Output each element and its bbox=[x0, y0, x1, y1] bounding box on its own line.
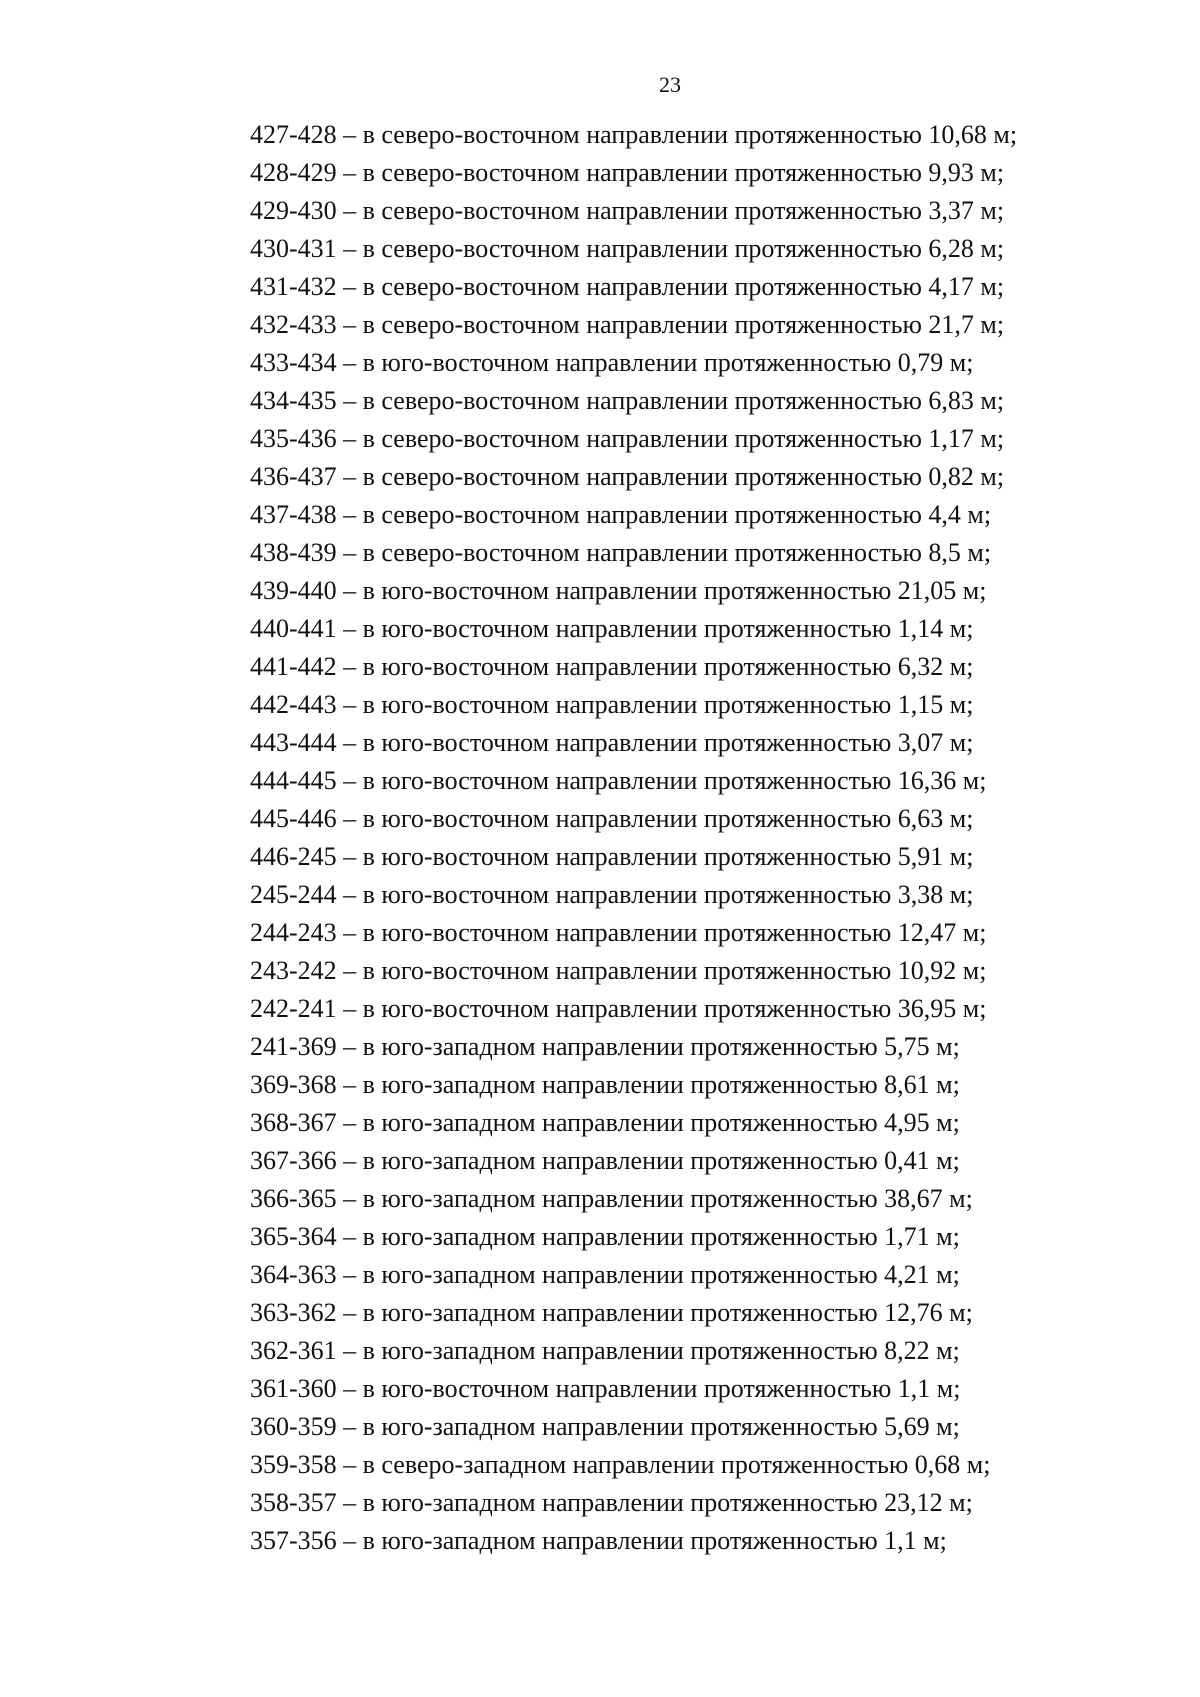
segment-line: 357-356 – в юго-западном направлении протяженностью 1,1 м; bbox=[250, 1526, 947, 1555]
segment-line: 368-367 – в юго-западном направлении протяженностью 4,95 м; bbox=[250, 1108, 960, 1137]
segment-line: 441-442 – в юго-восточном направлении протяженностью 6,32 м; bbox=[250, 652, 974, 681]
segment-line: 440-441 – в юго-восточном направлении протяженностью 1,14 м; bbox=[250, 614, 974, 643]
segment-line: 430-431 – в северо-восточном направлении протяженностью 6,28 м; bbox=[250, 234, 1005, 263]
segment-line: 362-361 – в юго-западном направлении протяженностью 8,22 м; bbox=[250, 1336, 960, 1365]
segment-line: 444-445 – в юго-восточном направлении протяженностью 16,36 м; bbox=[250, 766, 987, 795]
segment-line: 427-428 – в северо-восточном направлении протяженностью 10,68 м; bbox=[250, 120, 1018, 149]
segment-line: 438-439 – в северо-восточном направлении протяженностью 8,5 м; bbox=[250, 538, 992, 567]
segment-line: 366-365 – в юго-западном направлении протяженностью 38,67 м; bbox=[250, 1184, 973, 1213]
segment-line: 446-245 – в юго-восточном направлении протяженностью 5,91 м; bbox=[250, 842, 974, 871]
segment-line: 432-433 – в северо-восточном направлении протяженностью 21,7 м; bbox=[250, 310, 1005, 339]
segment-line: 242-241 – в юго-восточном направлении протяженностью 36,95 м; bbox=[250, 994, 987, 1023]
segment-line: 442-443 – в юго-восточном направлении протяженностью 1,15 м; bbox=[250, 690, 974, 719]
segment-line: 241-369 – в юго-западном направлении протяженностью 5,75 м; bbox=[250, 1032, 960, 1061]
segment-line: 433-434 – в юго-восточном направлении протяженностью 0,79 м; bbox=[250, 348, 974, 377]
segment-line: 363-362 – в юго-западном направлении протяженностью 12,76 м; bbox=[250, 1298, 973, 1327]
boundary-segments-list bbox=[250, 116, 1150, 1560]
segment-line: 364-363 – в юго-западном направлении протяженностью 4,21 м; bbox=[250, 1260, 960, 1289]
segment-line: 245-244 – в юго-восточном направлении протяженностью 3,38 м; bbox=[250, 880, 974, 909]
segment-line: 431-432 – в северо-восточном направлении протяженностью 4,17 м; bbox=[250, 272, 1005, 301]
segment-line: 443-444 – в юго-восточном направлении протяженностью 3,07 м; bbox=[250, 728, 974, 757]
segment-line: 439-440 – в юго-восточном направлении протяженностью 21,05 м; bbox=[250, 576, 987, 605]
segment-line: 359-358 – в северо-западном направлении протяженностью 0,68 м; bbox=[250, 1450, 991, 1479]
segment-line: 445-446 – в юго-восточном направлении протяженностью 6,63 м; bbox=[250, 804, 974, 833]
segment-line: 360-359 – в юго-западном направлении протяженностью 5,69 м; bbox=[250, 1412, 960, 1441]
segment-line: 358-357 – в юго-западном направлении протяженностью 23,12 м; bbox=[250, 1488, 973, 1517]
page-number: 23 bbox=[659, 72, 681, 97]
segment-line: 437-438 – в северо-восточном направлении протяженностью 4,4 м; bbox=[250, 500, 992, 529]
segment-line: 434-435 – в северо-восточном направлении протяженностью 6,83 м; bbox=[250, 386, 1005, 415]
segment-line: 365-364 – в юго-западном направлении протяженностью 1,71 м; bbox=[250, 1222, 960, 1251]
segment-line: 429-430 – в северо-восточном направлении протяженностью 3,37 м; bbox=[250, 196, 1005, 225]
segment-line: 436-437 – в северо-восточном направлении протяженностью 0,82 м; bbox=[250, 462, 1005, 491]
segment-line: 428-429 – в северо-восточном направлении протяженностью 9,93 м; bbox=[250, 158, 1005, 187]
segment-line: 367-366 – в юго-западном направлении протяженностью 0,41 м; bbox=[250, 1146, 960, 1175]
segment-line: 435-436 – в северо-восточном направлении протяженностью 1,17 м; bbox=[250, 424, 1005, 453]
segment-line: 361-360 – в юго-восточном направлении протяженностью 1,1 м; bbox=[250, 1374, 961, 1403]
segment-line: 243-242 – в юго-восточном направлении протяженностью 10,92 м; bbox=[250, 956, 987, 985]
segment-line: 244-243 – в юго-восточном направлении протяженностью 12,47 м; bbox=[250, 918, 987, 947]
segment-line: 369-368 – в юго-западном направлении протяженностью 8,61 м; bbox=[250, 1070, 960, 1099]
